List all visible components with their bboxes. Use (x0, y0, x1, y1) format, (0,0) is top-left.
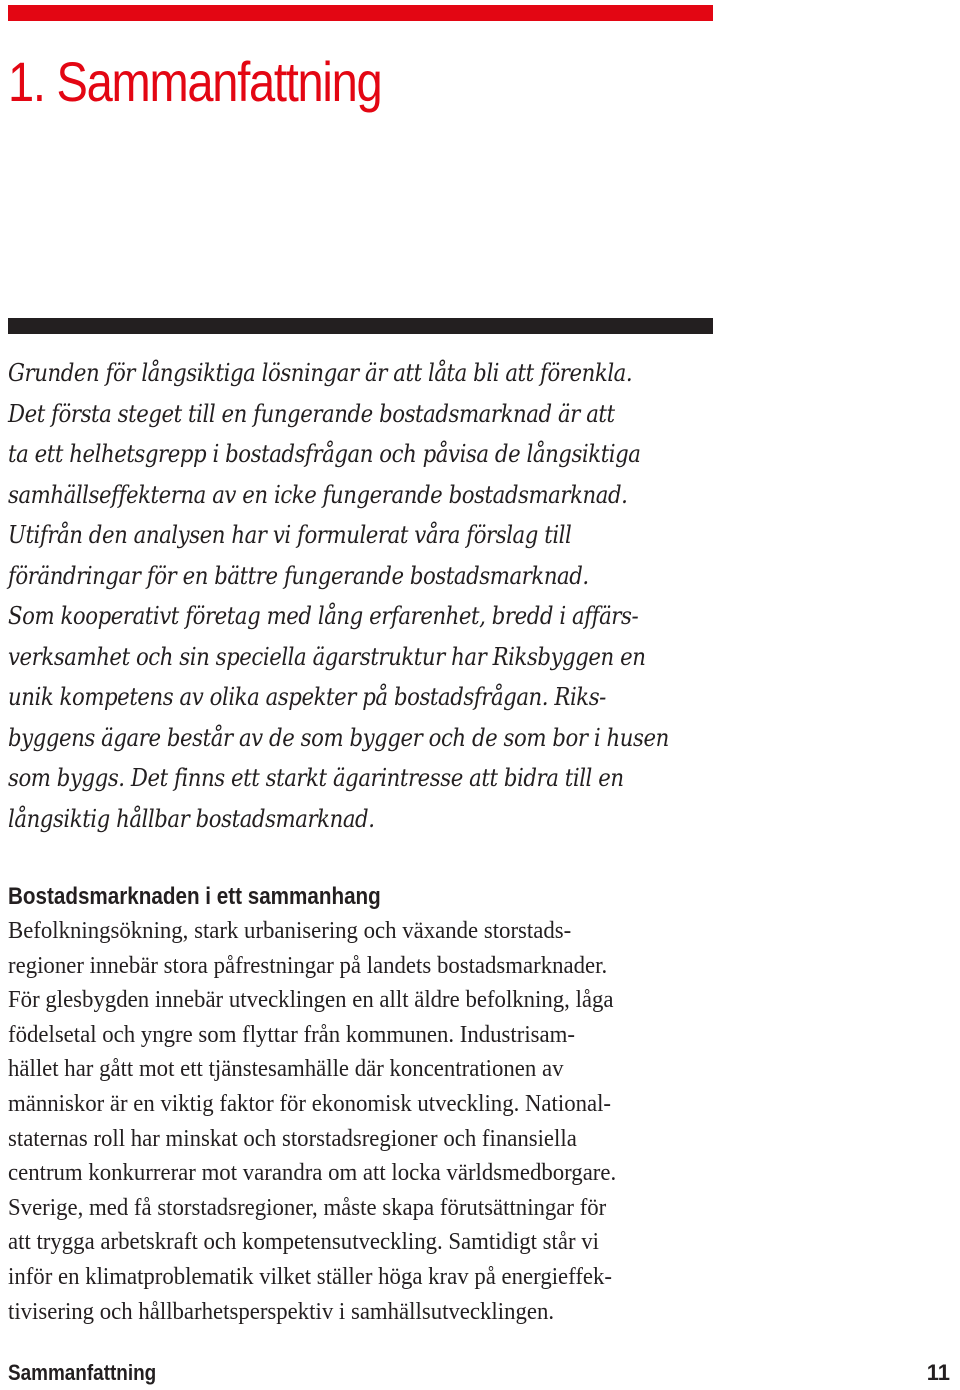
body-line: regioner innebär stora påfrestningar på landets bostadsmarknader. (8, 951, 608, 979)
body-line: inför en klimatproblematik vilket ställer höga krav på energieffek- (8, 1262, 613, 1290)
intro-line: byggens ägare består av de som bygger och de som bor i husen (8, 723, 669, 752)
section-body (8, 914, 715, 1329)
intro-line: unik kompetens av olika aspekter på bostadsfrågan. Riks- (8, 683, 606, 711)
intro-line: verksamhet och sin speciella ägarstruktur har Riksbyggen en (8, 642, 646, 671)
intro-line: Det första steget till en fungerande bostadsmarknad är att (8, 399, 615, 428)
footer-section-label: Sammanfattning (8, 1360, 157, 1385)
body-line: människor är en viktig faktor för ekonomisk utveckling. National- (8, 1089, 612, 1117)
intro-line: samhällseffekterna av en icke fungerande bostadsmarknad. (8, 480, 628, 509)
top-red-rule (8, 5, 713, 21)
body-line: centrum konkurrerar mot varandra om att locka världsmedborgare. (8, 1159, 617, 1187)
body-line: Befolkningsökning, stark urbanisering och växande storstads- (8, 917, 572, 944)
body-line: För glesbygden innebär utvecklingen en allt äldre befolkning, låga (8, 986, 614, 1014)
intro-line: förändringar för en bättre fungerande bostadsmarknad. (8, 561, 589, 590)
body-line: tivisering och hållbarhetsperspektiv i samhällsutvecklingen. (8, 1297, 555, 1325)
intro-line: ta ett helhetsgrepp i bostadsfrågan och påvisa de långsiktiga (8, 440, 641, 468)
section-divider (8, 318, 713, 334)
chapter-title: 1. Sammanfattning (8, 50, 382, 113)
intro-line: Grunden för långsiktiga lösningar är att låta bli att förenkla. (8, 359, 633, 387)
intro-paragraph (8, 353, 681, 839)
body-line: att trygga arbetskraft och kompetensutveckling. Samtidigt står vi (8, 1228, 600, 1256)
body-line: födelsetal och yngre som flyttar från kommunen. Industrisam- (8, 1020, 575, 1048)
body-line: hället har gått mot ett tjänstesamhälle där koncentrationen av (8, 1055, 564, 1083)
intro-line: som byggs. Det finns ett starkt ägarintresse att bidra till en (8, 764, 624, 792)
intro-line: Utifrån den analysen har vi formulerat våra förslag till (8, 521, 572, 549)
section-heading: Bostadsmarknaden i ett sammanhang (8, 883, 381, 910)
intro-line: långsiktig hållbar bostadsmarknad. (8, 804, 375, 833)
body-line: staternas roll har minskat och storstadsregioner och finansiella (8, 1124, 577, 1152)
page-number: 11 (926, 1360, 950, 1385)
intro-line: Som kooperativt företag med lång erfarenhet, bredd i affärs- (8, 602, 639, 630)
body-line: Sverige, med få storstadsregioner, måste skapa förutsättningar för (8, 1193, 607, 1221)
